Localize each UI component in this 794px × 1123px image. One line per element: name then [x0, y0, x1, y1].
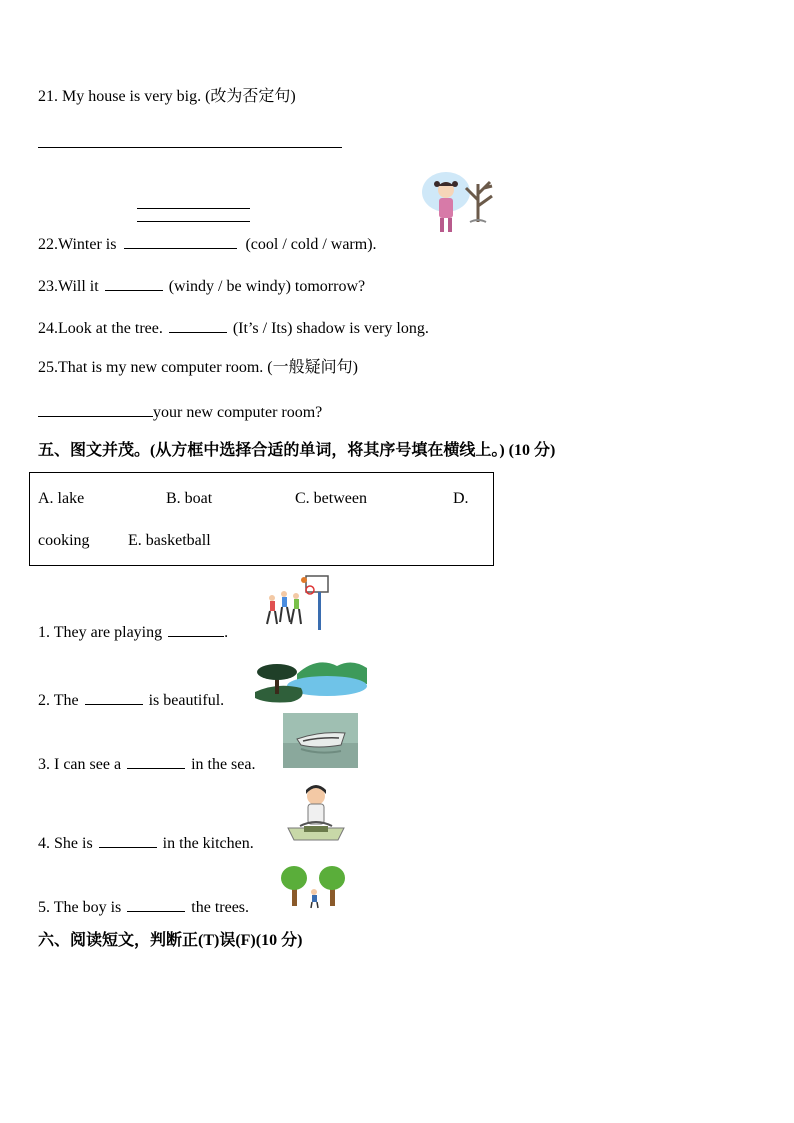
girl-winter-tree-illustration [420, 172, 500, 238]
question-23-suffix: (windy / be windy) tomorrow? [168, 278, 366, 295]
picture-item-3 [38, 752, 255, 775]
option-b: B. boat [166, 490, 213, 507]
picture-item-2-blank[interactable] [85, 688, 143, 705]
picture-item-3-prefix: 3. I can see a [38, 756, 122, 773]
option-e: E. basketball [128, 532, 211, 549]
picture-item-1 [38, 620, 228, 643]
question-21 [38, 87, 296, 107]
picture-item-4-blank[interactable] [99, 831, 157, 848]
section-5-heading: 五、图文并茂。(从方框中选择合适的单词，将其序号填在横线上。) (10 分) [38, 442, 556, 459]
question-25-answer [38, 400, 322, 423]
picture-item-1-prefix: 1. They are playing [38, 624, 163, 641]
option-c: C. between [295, 490, 367, 507]
answer-blank-25[interactable] [38, 400, 153, 417]
answer-blank-23[interactable] [105, 274, 163, 291]
question-25-answer-suffix: your new computer room? [153, 404, 323, 421]
picture-item-5 [38, 895, 249, 918]
question-24-prefix: 24.Look at the tree. [38, 320, 163, 337]
answer-line-22a[interactable] [137, 208, 250, 209]
lake-landscape-illustration [247, 654, 369, 704]
option-d-word: cooking [38, 532, 90, 549]
picture-item-3-blank[interactable] [127, 752, 185, 769]
answer-line-22b[interactable] [137, 221, 250, 222]
question-21-text: 21. My house is very big. (改为否定句) [38, 88, 296, 105]
question-25 [38, 358, 358, 378]
picture-item-2-suffix: is beautiful. [148, 692, 225, 709]
woman-cooking-illustration [284, 782, 348, 848]
question-25-text: 25.That is my new computer room. (一般疑问句) [38, 359, 358, 376]
question-22-suffix: (cool / cold / warm). [245, 236, 377, 253]
question-24-suffix: (It’s / Its) shadow is very long. [232, 320, 429, 337]
word-options-box [29, 472, 494, 566]
question-22 [38, 232, 377, 255]
question-24 [38, 316, 429, 339]
question-22-prefix: 22.Winter is [38, 236, 117, 253]
option-d-letter: D. [453, 490, 469, 507]
option-a: A. lake [38, 490, 85, 507]
picture-item-5-suffix: the trees. [191, 899, 250, 916]
answer-line-21[interactable] [38, 147, 342, 148]
picture-item-5-prefix: 5. The boy is [38, 899, 122, 916]
boy-between-trees-illustration [280, 862, 348, 910]
boat-photo [283, 713, 358, 768]
picture-item-2-prefix: 2. The [38, 692, 79, 709]
answer-blank-24[interactable] [169, 316, 227, 333]
picture-item-5-blank[interactable] [127, 895, 185, 912]
question-23-prefix: 23.Will it [38, 278, 99, 295]
answer-blank-22[interactable] [124, 232, 237, 249]
picture-item-1-suffix: . [224, 624, 229, 641]
basketball-players-illustration [260, 572, 334, 634]
picture-item-4-prefix: 4. She is [38, 835, 93, 852]
section-6-heading: 六、阅读短文，判断正(T)误(F)(10 分) [38, 932, 303, 949]
picture-item-1-blank[interactable] [168, 620, 224, 637]
picture-item-3-suffix: in the sea. [191, 756, 256, 773]
question-23 [38, 274, 365, 297]
picture-item-4 [38, 831, 254, 854]
picture-item-4-suffix: in the kitchen. [162, 835, 254, 852]
picture-item-2 [38, 688, 224, 711]
